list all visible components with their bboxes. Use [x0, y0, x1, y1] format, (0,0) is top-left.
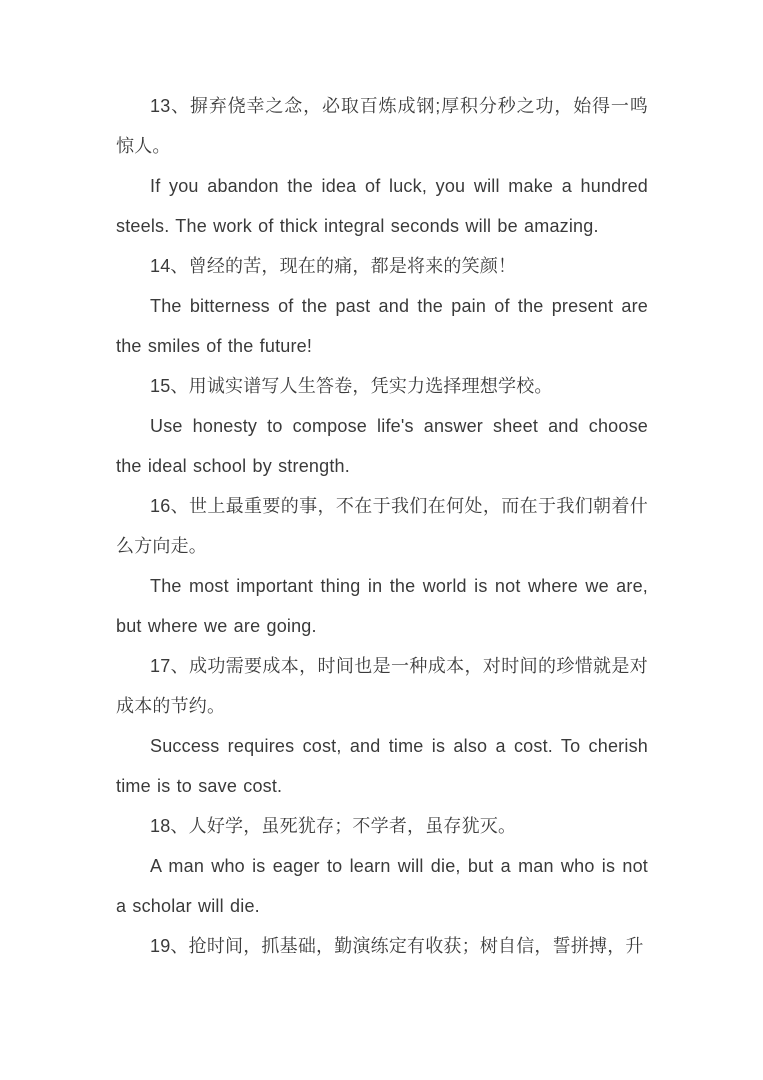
quote-17-zh: 17、成功需要成本，时间也是一种成本，对时间的珍惜就是对成本的节约。: [116, 656, 648, 716]
quote-13-en: If you abandon the idea of luck, you will make a hundred steels. The work of thick integral seconds will be amazing.: [116, 176, 648, 236]
quote-16-en: The most important thing in the world is not where we are, but where we are going.: [116, 576, 648, 636]
quote-18-zh: 18、人好学，虽死犹存；不学者，虽存犹灭。: [150, 816, 517, 836]
quote-14-zh: 14、曾经的苦，现在的痛，都是将来的笑颜！: [150, 256, 517, 276]
quote-13-zh: 13、摒弃侥幸之念，必取百炼成钢;厚积分秒之功，始得一鸣惊人。: [116, 96, 648, 156]
quote-18-en: A man who is eager to learn will die, but a man who is not a scholar will die.: [116, 856, 648, 916]
quote-19-zh: 19、抢时间，抓基础，勤演练定有收获；树自信，誓拼搏，升: [150, 936, 644, 956]
quote-15-en: Use honesty to compose life's answer sheet and choose the ideal school by strength.: [116, 416, 648, 476]
quote-15-zh: 15、用诚实谱写人生答卷，凭实力选择理想学校。: [150, 376, 553, 396]
quote-16-zh: 16、世上最重要的事，不在于我们在何处，而在于我们朝着什么方向走。: [116, 496, 648, 556]
document-content: [116, 86, 648, 966]
quote-17-en: Success requires cost, and time is also a cost. To cherish time is to save cost.: [116, 736, 648, 796]
quote-14-en: The bitterness of the past and the pain of the present are the smiles of the future!: [116, 296, 648, 356]
